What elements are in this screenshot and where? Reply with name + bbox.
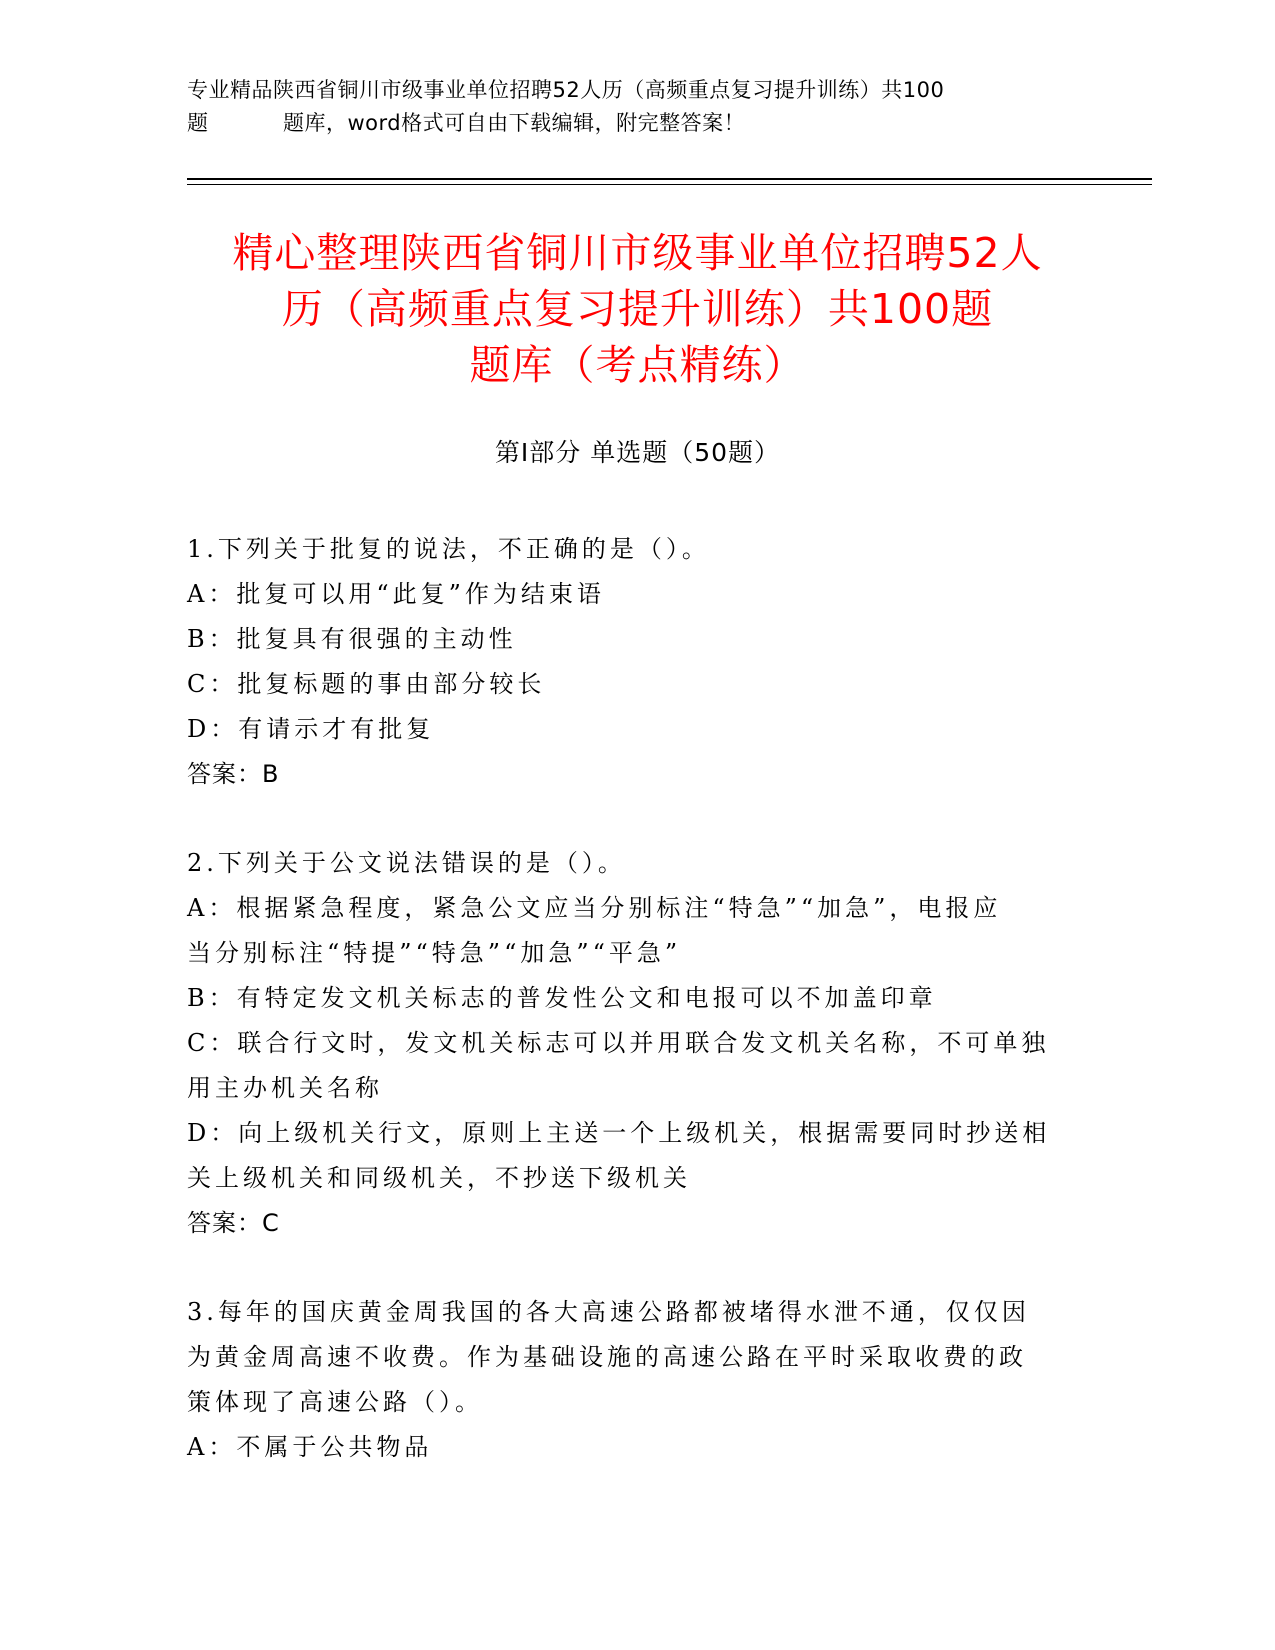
question-stem: 2.下列关于公文说法错误的是（）。 — [187, 849, 626, 877]
option-c-continued: 用主办机关名称 — [187, 1074, 383, 1102]
header-note — [187, 74, 1087, 140]
question-1 — [187, 527, 1067, 797]
question-stem-continued: 策体现了高速公路（）。 — [187, 1388, 483, 1416]
question-2 — [187, 841, 1067, 1246]
document-title — [150, 225, 1125, 393]
option-c: C：批复标题的事由部分较长 — [187, 670, 546, 698]
option-a-continued: 当分别标注“特提”“特急”“加急”“平急” — [187, 939, 682, 967]
title-line-3: 题库（考点精练） — [469, 341, 806, 389]
option-d: D：向上级机关行文，原则上主送一个上级机关，根据需要同时抄送相 — [187, 1119, 1051, 1147]
option-a: A：批复可以用“此复”作为结束语 — [187, 580, 605, 608]
question-3 — [187, 1290, 1067, 1470]
question-stem-continued: 为黄金周高速不收费。作为基础设施的高速公路在平时采取收费的政 — [187, 1343, 1027, 1371]
header-divider-thick — [187, 178, 1152, 180]
option-b: B：有特定发文机关标志的普发性公文和电报可以不加盖印章 — [187, 984, 937, 1012]
header-divider-thin — [187, 184, 1152, 185]
title-line-2: 历（高频重点复习提升训练）共100题 — [281, 285, 994, 333]
answer: 答案：C — [187, 1209, 280, 1237]
question-stem: 3.每年的国庆黄金周我国的各大高速公路都被堵得水泄不通，仅仅因 — [187, 1298, 1030, 1326]
option-d-continued: 关上级机关和同级机关，不抄送下级机关 — [187, 1164, 691, 1192]
option-d: D：有请示才有批复 — [187, 715, 435, 743]
option-a: A：不属于公共物品 — [187, 1433, 433, 1461]
section-heading: 第Ⅰ部分 单选题（50题） — [494, 438, 781, 467]
answer: 答案：B — [187, 760, 280, 788]
header-note-text: 专业精品陕西省铜川市级事业单位招聘52人历（高频重点复习提升训练）共100 — [187, 78, 945, 102]
question-list — [187, 527, 1067, 1514]
title-line-1: 精心整理陕西省铜川市级事业单位招聘52人 — [232, 229, 1043, 277]
question-stem: 1.下列关于批复的说法，不正确的是（）。 — [187, 535, 710, 563]
header-note-lead: 题 — [187, 111, 209, 135]
header-note-text-2: 题库，word格式可自由下载编辑，附完整答案！ — [283, 111, 746, 135]
option-c: C：联合行文时，发文机关标志可以并用联合发文机关名称，不可单独 — [187, 1029, 1050, 1057]
option-b: B：批复具有很强的主动性 — [187, 625, 517, 653]
header-note-line-2 — [187, 107, 1087, 140]
option-a: A：根据紧急程度，紧急公文应当分别标注“特急”“加急”，电报应 — [187, 894, 1002, 922]
header-note-line-1 — [187, 74, 1087, 107]
